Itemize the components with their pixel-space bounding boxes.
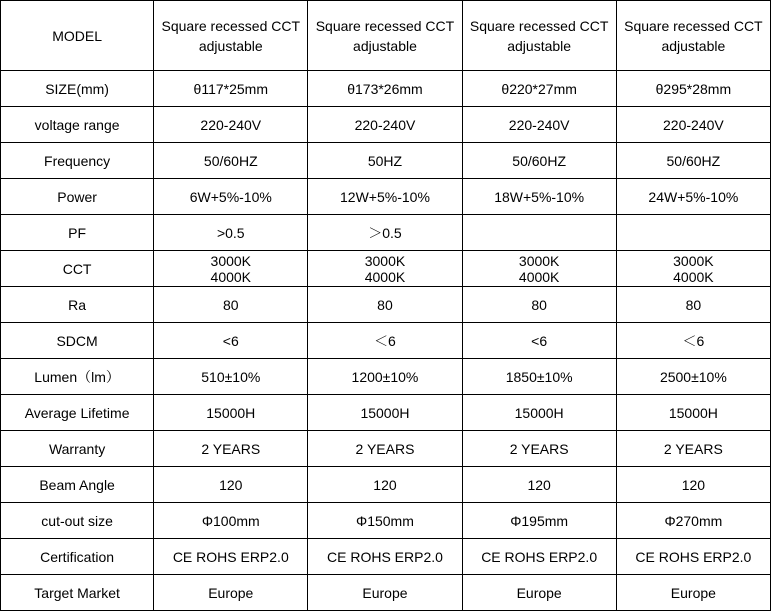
spec-label-cell: Power [1,179,154,215]
spec-row [1,287,771,323]
spec-row [1,359,771,395]
spec-label-cell: Frequency [1,143,154,179]
spec-value-line: 4000K [518,268,560,285]
spec-table-body [1,1,771,611]
spec-row [1,143,771,179]
model-name-line: adjustable [661,37,726,54]
spec-value-cell: 15000H [616,395,770,431]
spec-value-cell [154,251,308,287]
spec-value-cell: Europe [616,575,770,611]
model-header-cell [308,1,462,71]
spec-label-cell: Warranty [1,431,154,467]
spec-value-cell: Europe [462,575,616,611]
spec-row [1,71,771,107]
spec-label-cell: cut-out size [1,503,154,539]
spec-value-cell: 2500±10% [616,359,770,395]
spec-value-cell: 50/60HZ [616,143,770,179]
spec-value-cell: 1850±10% [462,359,616,395]
spec-value-cell: 2 YEARS [308,431,462,467]
spec-label-cell: Target Market [1,575,154,611]
spec-value-cell: CE ROHS ERP2.0 [154,539,308,575]
spec-row [1,539,771,575]
model-header-cell [616,1,770,71]
spec-value-cell: ＜6 [616,323,770,359]
spec-row [1,107,771,143]
spec-value-cell: Φ270mm [616,503,770,539]
spec-value-cell [616,215,770,251]
model-name-line: adjustable [507,37,572,54]
model-name-line: Square recessed CCT [624,17,763,34]
spec-label-cell: Ra [1,287,154,323]
spec-label-cell: SDCM [1,323,154,359]
spec-label-cell: Lumen（lm） [1,359,154,395]
spec-label-cell: CCT [1,251,154,287]
model-header-cell [154,1,308,71]
spec-value-cell: Europe [308,575,462,611]
spec-value-cell: 510±10% [154,359,308,395]
spec-value-cell: 6W+5%-10% [154,179,308,215]
spec-value-line: 3000K [518,252,560,269]
spec-value-cell: θ295*28mm [616,71,770,107]
model-name-line: adjustable [353,37,417,54]
spec-value-cell: θ117*25mm [154,71,308,107]
spec-value-cell: Europe [154,575,308,611]
spec-value-cell: 120 [154,467,308,503]
spec-value-line: 4000K [673,268,714,285]
spec-value-cell: Φ195mm [462,503,616,539]
spec-value-line: 4000K [210,268,252,285]
spec-row [1,575,771,611]
spec-value-cell: 80 [308,287,462,323]
spec-value-cell: 220-240V [154,107,308,143]
spec-value-cell: 2 YEARS [462,431,616,467]
spec-row [1,431,771,467]
spec-row [1,395,771,431]
model-name-line: Square recessed CCT [161,17,301,34]
spec-value-cell: 220-240V [616,107,770,143]
spec-value-line: 3000K [364,252,406,269]
spec-value-cell: Φ150mm [308,503,462,539]
spec-value-cell: <6 [462,323,616,359]
spec-value-line: 4000K [364,268,406,285]
spec-label-cell: Average Lifetime [1,395,154,431]
model-header-cell [462,1,616,71]
spec-value-cell: 220-240V [462,107,616,143]
spec-value-cell: 1200±10% [308,359,462,395]
spec-value-cell [462,251,616,287]
spec-value-cell: 15000H [154,395,308,431]
spec-value-cell: θ220*27mm [462,71,616,107]
spec-value-cell: 120 [308,467,462,503]
spec-value-cell: 18W+5%-10% [462,179,616,215]
spec-value-cell: 80 [616,287,770,323]
spec-value-cell: ＞0.5 [308,215,462,251]
spec-row [1,179,771,215]
spec-value-cell: 24W+5%-10% [616,179,770,215]
spec-label-cell: Certification [1,539,154,575]
spec-value-cell: 50HZ [308,143,462,179]
spec-value-cell: 80 [154,287,308,323]
spec-value-cell: 50/60HZ [462,143,616,179]
spec-label-cell: PF [1,215,154,251]
spec-value-cell: 120 [616,467,770,503]
spec-label-cell: Beam Angle [1,467,154,503]
model-name-line: Square recessed CCT [315,17,455,34]
spec-row [1,215,771,251]
spec-value-cell: CE ROHS ERP2.0 [616,539,770,575]
spec-value-cell: CE ROHS ERP2.0 [308,539,462,575]
spec-row [1,323,771,359]
spec-value-cell: Φ100mm [154,503,308,539]
spec-value-cell: 2 YEARS [616,431,770,467]
spec-value-cell: ＜6 [308,323,462,359]
header-label-cell: MODEL [1,1,154,71]
spec-value-line: 3000K [673,252,714,269]
spec-value-line: 3000K [210,252,252,269]
spec-value-cell: >0.5 [154,215,308,251]
spec-value-cell: CE ROHS ERP2.0 [462,539,616,575]
spec-value-cell [462,215,616,251]
spec-value-cell: 2 YEARS [154,431,308,467]
spec-value-cell: 80 [462,287,616,323]
spec-row [1,503,771,539]
spec-value-cell [308,251,462,287]
spec-value-cell: 120 [462,467,616,503]
header-row [1,1,771,71]
model-name-line: Square recessed CCT [469,17,609,34]
spec-label-cell: voltage range [1,107,154,143]
spec-value-cell [616,251,770,287]
spec-row [1,251,771,287]
spec-value-cell: 15000H [308,395,462,431]
spec-row [1,467,771,503]
spec-value-cell: 15000H [462,395,616,431]
model-name-line: adjustable [198,37,263,54]
spec-value-cell: 12W+5%-10% [308,179,462,215]
spec-value-cell: θ173*26mm [308,71,462,107]
spec-label-cell: SIZE(mm) [1,71,154,107]
spec-value-cell: <6 [154,323,308,359]
spec-value-cell: 50/60HZ [154,143,308,179]
spec-value-cell: 220-240V [308,107,462,143]
